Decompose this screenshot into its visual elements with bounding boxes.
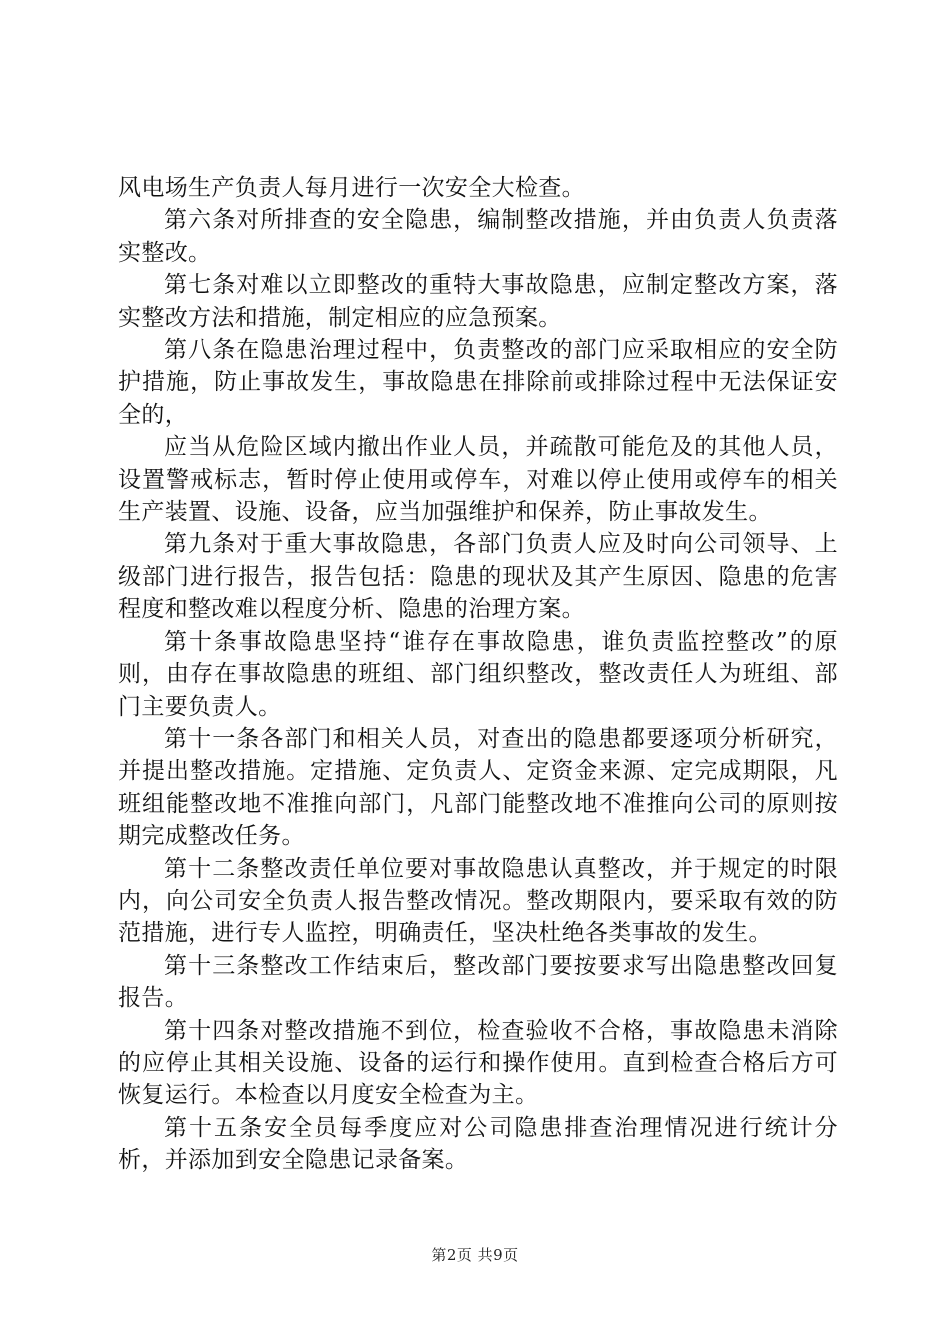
- paragraph-article-9: 第九条对于重大事故隐患，各部门负责人应及时向公司领导、上级部门进行报告，报告包括：隐患的现状及其产生原因、隐患的危害程度和整改难以程度分析、隐患的治理方案。: [118, 531, 838, 623]
- paragraph-continuation: 风电场生产负责人每月进行一次安全大检查。: [118, 175, 585, 201]
- paragraph-article-10: 第十条事故隐患坚持“谁存在事故隐患，谁负责监控整改”的原则，由存在事故隐患的班组、部门组织整改，整改责任人为班组、部门主要负责人。: [118, 628, 838, 720]
- paragraph-article-14: 第十四条对整改措施不到位，检查验收不合格，事故隐患未消除的应停止其相关设施、设备的运行和操作使用。直到检查合格后方可恢复运行。本检查以月度安全检查为主。: [118, 1017, 838, 1109]
- document-body: [118, 172, 838, 1177]
- paragraph-article-12: 第十二条整改责任单位要对事故隐患认真整改，并于规定的时限内，向公司安全负责人报告整改情况。整改期限内，要采取有效的防范措施，进行专人监控，明确责任，坚决杜绝各类事故的发生。: [118, 855, 838, 947]
- paragraph-article-15: 第十五条安全员每季度应对公司隐患排查治理情况进行统计分析，并添加到安全隐患记录备案。: [118, 1114, 838, 1174]
- paragraph-article-6: 第六条对所排查的安全隐患，编制整改措施，并由负责人负责落实整改。: [118, 207, 838, 266]
- paragraph-article-8-continued: 应当从危险区域内撤出作业人员，并疏散可能危及的其他人员，设置警戒标志，暂时停止使用或停车，对难以停止使用或停车的相关生产装置、设施、设备，应当加强维护和保养，防止事故发生。: [118, 434, 838, 526]
- paragraph-article-11: 第十一条各部门和相关人员，对查出的隐患都要逐项分析研究，并提出整改措施。定措施、定负责人、定资金来源、定完成期限，凡班组能整改地不准推向部门，凡部门能整改地不准推向公司的原则按期完成整改任务。: [118, 725, 838, 850]
- paragraph-article-13: 第十三条整改工作结束后，整改部门要按要求写出隐患整改回复报告。: [118, 952, 838, 1012]
- page-number-footer: 第2页 共9页: [431, 1246, 519, 1264]
- paragraph-article-8: 第八条在隐患治理过程中，负责整改的部门应采取相应的安全防护措施，防止事故发生，事故隐患在排除前或排除过程中无法保证安全的，: [118, 337, 838, 428]
- paragraph-article-7: 第七条对难以立即整改的重特大事故隐患，应制定整改方案，落实整改方法和措施，制定相应的应急预案。: [118, 272, 838, 331]
